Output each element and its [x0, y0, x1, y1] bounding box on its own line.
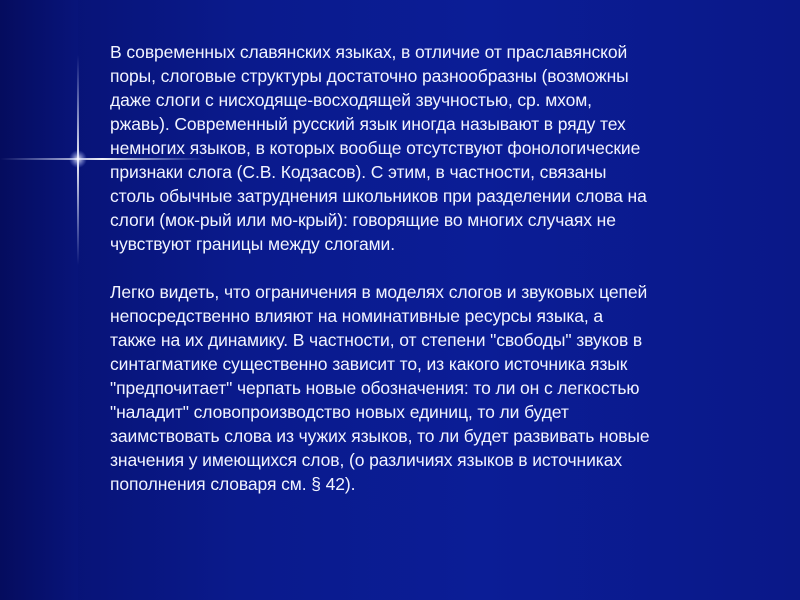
paragraph-syllable-structures: В современных славянских языках, в отличие от праславянской поры, слоговые структуры достаточно разнообразны (возможны даже слоги с нисходяще-восходящей звучностью, ср. мхом, ржавь). Современный русский язык иногда называют в ряду тех немногих языков, в которых вообще отсутствуют фонологические признаки слога (С.В. Кодзасов). С этим, в частности, связаны столь обычные затруднения школьников при разделении слова на слоги (мок-рый или мо-крый): говорящие во многих случаях не чувствуют границы между слогами. [110, 42, 647, 254]
left-decorative-band [0, 0, 78, 600]
paragraph-nominative-resources: Легко видеть, что ограничения в моделях слогов и звуковых цепей непосредственно влияют на номинативные ресурсы языка, а также на их динамику. В частности, от степени "свободы" звуков в синтагматике существенно зависит то, из какого источника язык "предпочитает" черпать новые обозначения: то ли он с легкостью "наладит" словопроизводство новых единиц, то ли будет заимствовать слова из чужих языков, то ли будет развивать новые значения у имеющихся слов, (о различиях языков в источниках пополнения словаря см. § 42). [110, 282, 650, 494]
slide-body [110, 40, 750, 520]
